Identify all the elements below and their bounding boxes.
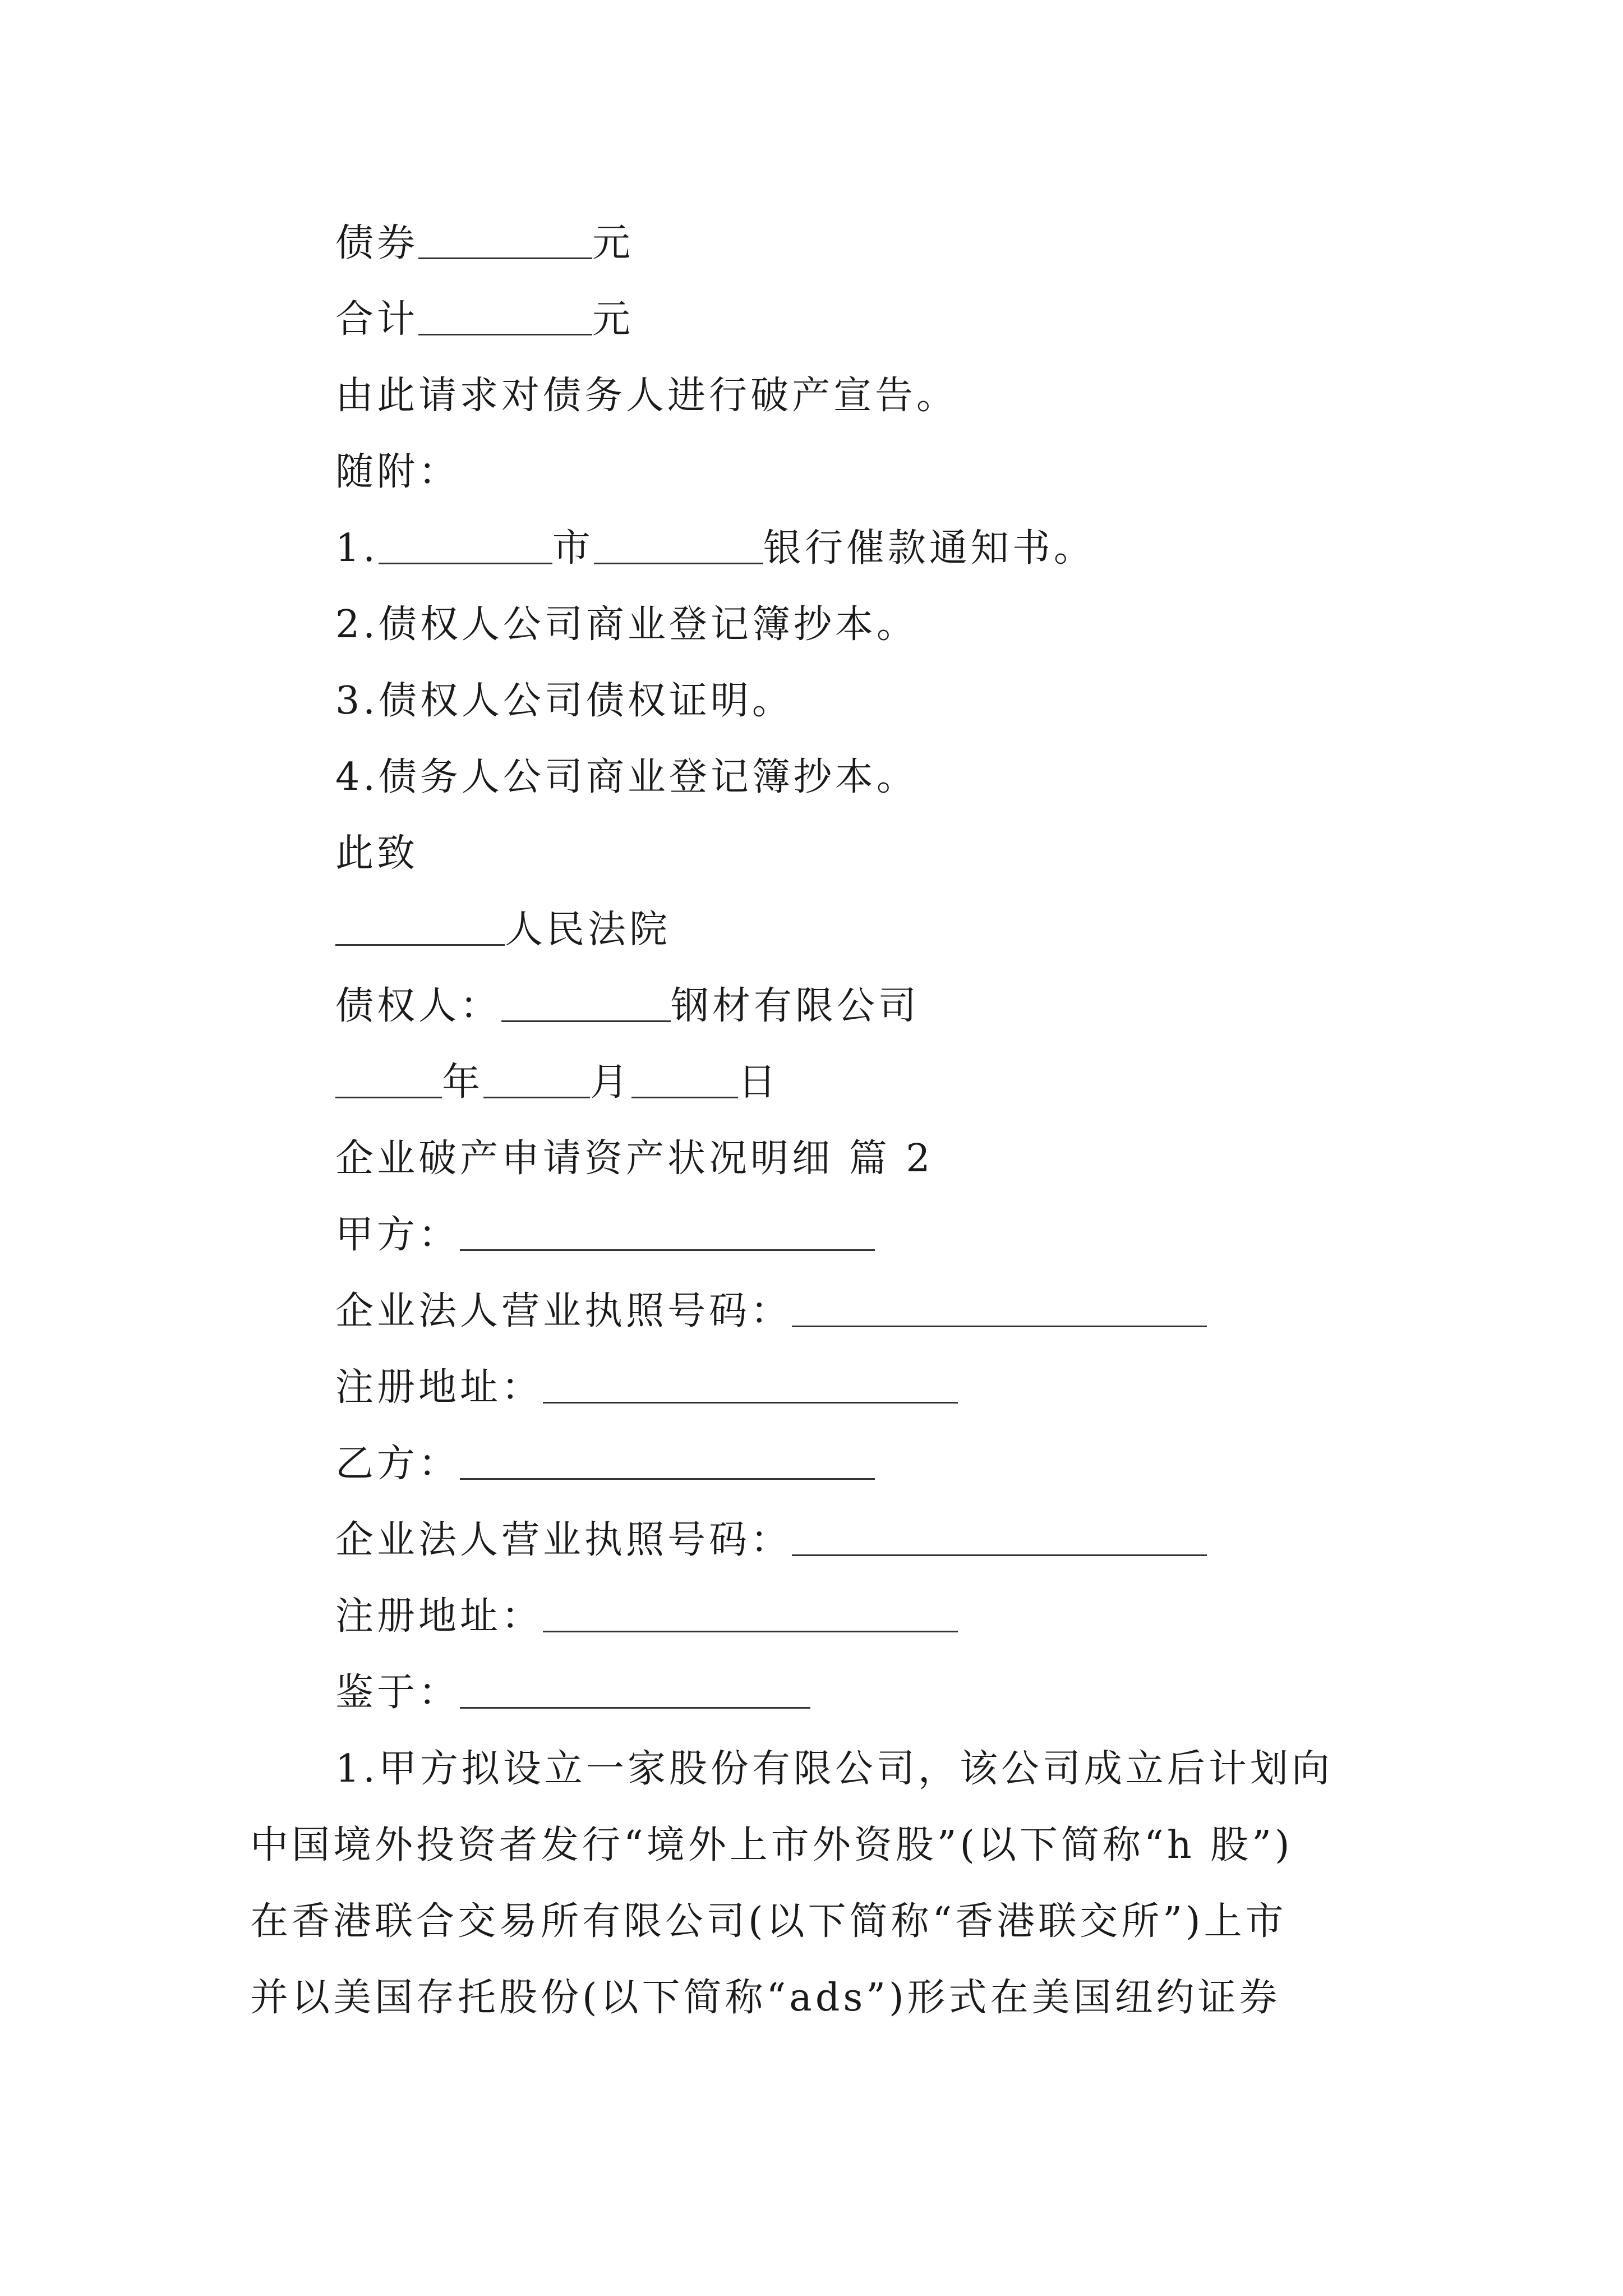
license-b-line [335,1518,1207,1562]
address-b-blank[interactable] [543,1598,958,1632]
party-b-line [335,1442,875,1486]
license-a-blank[interactable] [792,1293,1207,1327]
address-a-label: 注册地址： [335,1365,543,1410]
party-a-label: 甲方： [335,1213,460,1257]
item1-prefix: 1. [335,526,379,570]
address-a-line [335,1365,958,1410]
day-label: 日 [738,1060,780,1105]
month-label: 月 [590,1060,632,1105]
court-name-blank[interactable] [335,912,505,946]
attachment-item-2: 2.债权人公司商业登记簿抄本。 [335,602,918,647]
item1-city: 市 [552,526,594,570]
day-blank[interactable] [631,1064,738,1098]
clause1-line1: 1.甲方拟设立一家股份有限公司，该公司成立后计划向 [335,1747,1333,1791]
party-a-blank[interactable] [460,1217,875,1251]
month-blank[interactable] [483,1064,590,1098]
bond-unit: 元 [592,221,634,265]
party-b-blank[interactable] [460,1446,875,1480]
attachment-item-1 [335,526,1095,570]
court-suffix: 人民法院 [505,908,671,952]
whereas-blank[interactable] [460,1674,810,1709]
total-line [335,297,634,342]
party-b-label: 乙方： [335,1442,460,1486]
item1-suffix: 银行催款通知书。 [763,526,1095,570]
year-blank[interactable] [335,1064,442,1098]
date-line [335,1060,780,1105]
creditor-name-blank[interactable] [501,988,671,1022]
attachment-item-3: 3.债权人公司债权证明。 [335,679,794,723]
creditor-suffix: 钢材有限公司 [671,984,920,1028]
license-a-label: 企业法人营业执照号码： [335,1289,792,1333]
license-b-label: 企业法人营业执照号码： [335,1518,792,1562]
license-b-blank[interactable] [792,1522,1207,1556]
whereas-line [335,1671,810,1715]
creditor-label: 债权人： [335,984,502,1028]
clause1-line4: 并以美国存托股份(以下简称“ads”)形式在美国纽约证券 [250,1976,1281,2020]
item1-bank-blank[interactable] [594,530,763,564]
address-b-label: 注册地址： [335,1594,543,1639]
year-label: 年 [442,1060,484,1105]
license-a-line [335,1289,1207,1333]
request-text: 由此请求对债务人进行破产宣告。 [335,374,958,418]
total-label: 合计 [335,297,419,342]
attached-label: 随附： [335,450,460,494]
bond-line [335,221,634,265]
address-a-blank[interactable] [543,1369,958,1404]
total-unit: 元 [592,297,634,342]
bond-label: 债券 [335,221,419,265]
attachment-item-4: 4.债务人公司商业登记簿抄本。 [335,755,918,799]
creditor-line [335,984,920,1028]
item1-city-blank[interactable] [379,530,552,564]
salutation: 此致 [335,831,419,876]
court-line [335,908,671,952]
bond-amount-blank[interactable] [418,225,592,259]
party-a-line [335,1213,875,1257]
clause1-line2: 中国境外投资者发行“境外上市外资股”(以下简称“h 股”) [250,1823,1293,1867]
total-amount-blank[interactable] [418,301,592,335]
section2-title: 企业破产申请资产状况明细 篇 2 [335,1137,934,1181]
address-b-line [335,1594,958,1639]
whereas-label: 鉴于： [335,1671,460,1715]
clause1-line3: 在香港联合交易所有限公司(以下简称“香港联交所”)上市 [250,1899,1287,1944]
